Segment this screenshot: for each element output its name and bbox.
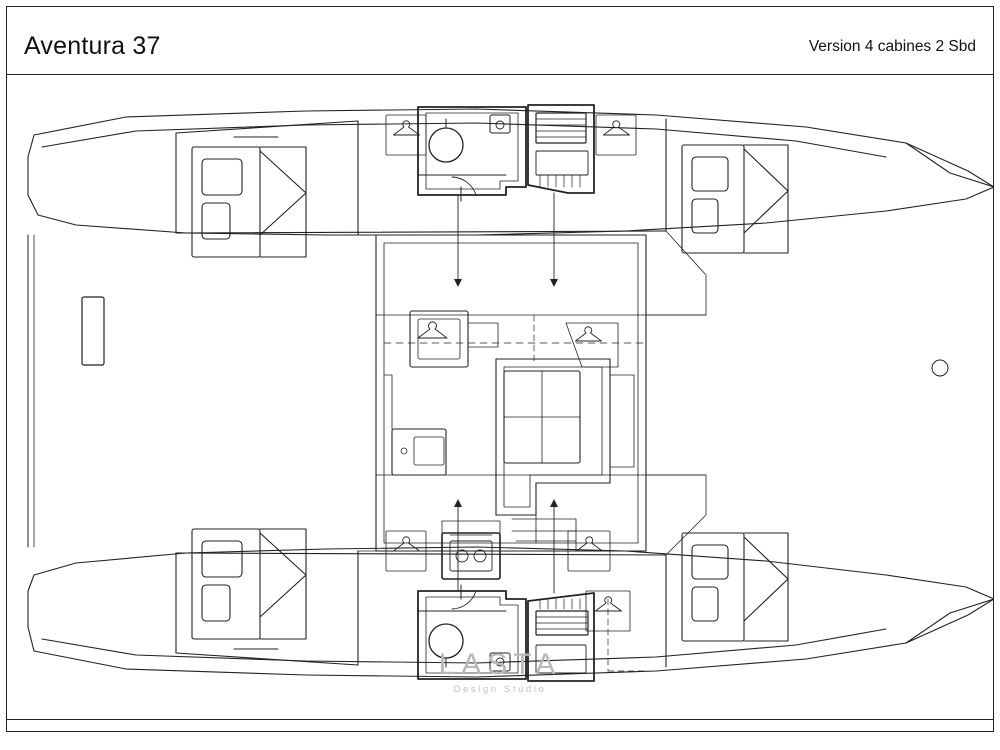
- stbd-deck-line: [646, 475, 706, 555]
- shower-port-grate-lines: [536, 119, 586, 137]
- page-title: Aventura 37: [24, 32, 161, 60]
- head-port-basin: [429, 128, 463, 162]
- shower-port-grate: [536, 113, 586, 143]
- pillow-port-fwd-2: [692, 199, 718, 233]
- head-port-arrow-2: [550, 279, 558, 287]
- wardrobe-icon-saloon-port: [418, 322, 447, 338]
- pillow-stbd-aft-2: [202, 585, 230, 621]
- shower-port-drain-grill: [540, 175, 580, 187]
- shower-port-outline: [528, 105, 594, 193]
- berth-stbd-aft-fold: [260, 533, 306, 617]
- shower-stbd-drain-grill: [540, 599, 580, 609]
- starboard-hull-outline: [28, 547, 994, 677]
- wardrobe-icon-stbd-fwd-2: [596, 597, 622, 611]
- shower-port-tray: [536, 151, 588, 175]
- settee-back-stbd: [610, 375, 634, 467]
- shower-stbd-outline: [528, 593, 594, 681]
- port-hull-outline: [28, 109, 994, 235]
- starboard-hull-inner-edge: [176, 553, 666, 555]
- wardrobe-icon-stbd-aft: [394, 537, 420, 551]
- berth-stbd-fwd-fold: [744, 537, 788, 621]
- shower-stbd-grate-lines: [536, 617, 588, 629]
- head-stbd-arrow-2: [550, 499, 558, 507]
- wardrobe-icon-port-aft: [394, 121, 420, 135]
- port-hull-inner-line: [42, 123, 886, 157]
- pillow-stbd-aft-1: [202, 541, 242, 577]
- nav-station-seat: [418, 319, 460, 359]
- starboard-bow-line: [906, 599, 994, 643]
- shower-stbd-tray: [536, 645, 586, 673]
- pillow-stbd-fwd-1: [692, 545, 728, 579]
- galley-run-port: [384, 375, 392, 429]
- pillow-port-fwd-1: [692, 157, 728, 191]
- berth-port-fwd-extension: [744, 145, 788, 253]
- galley-counter-port: [392, 429, 446, 475]
- burner-2: [474, 550, 486, 562]
- berth-port-aft-extension: [260, 147, 306, 257]
- version-label: Version 4 cabines 2 Sbd: [808, 38, 976, 55]
- berth-port-aft-fold: [260, 151, 306, 235]
- settee-cushion: [504, 367, 602, 507]
- head-stbd-arrow-1: [454, 499, 462, 507]
- head-port-arrow-1: [454, 279, 462, 287]
- nav-station-shelf: [468, 323, 498, 347]
- pillow-stbd-fwd-2: [692, 587, 718, 621]
- berth-stbd-aft-extension: [260, 529, 306, 639]
- transom-step-port: [82, 297, 104, 365]
- starboard-hull-inner-line: [42, 629, 886, 663]
- port-deck-line: [646, 231, 706, 315]
- galley-tap: [401, 448, 407, 454]
- bridgedeck-inner-outline: [384, 243, 638, 543]
- watermark-brand: LASTA: [438, 648, 562, 681]
- forestay-anchor-point: [932, 360, 948, 376]
- stove-counter-edge: [442, 521, 500, 533]
- port-hull-upper-edge: [176, 121, 358, 133]
- berth-stbd-fwd-extension: [744, 533, 788, 641]
- bridgedeck-outline: [376, 235, 646, 551]
- head-stbd-door-swing: [452, 591, 476, 609]
- galley-sink: [414, 437, 444, 465]
- head-stbd-basin: [429, 624, 463, 658]
- wardrobe-icon-stbd-fwd: [577, 537, 603, 551]
- berth-port-fwd-fold: [744, 149, 788, 233]
- wardrobe-icon-saloon-stbd: [576, 327, 602, 341]
- layout-plan-drawing: [6, 75, 994, 720]
- pillow-port-aft-1: [202, 159, 242, 195]
- head-port-door-swing: [452, 177, 476, 195]
- galley-stove-unit: [442, 533, 500, 579]
- port-bow-line: [906, 143, 994, 187]
- starboard-hull-lower-edge: [176, 653, 358, 665]
- watermark-tagline: Design Studio: [453, 684, 547, 695]
- head-port-toilet-bowl: [496, 121, 504, 129]
- settee-outline: [496, 359, 610, 515]
- companionway-outline: [512, 519, 576, 551]
